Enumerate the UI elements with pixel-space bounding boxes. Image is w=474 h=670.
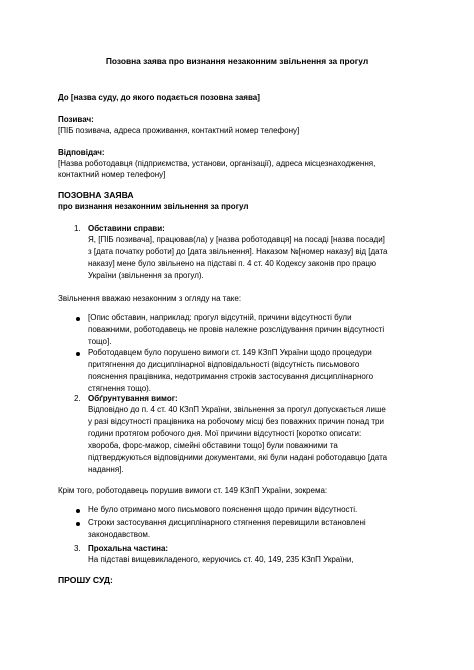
defendant-info-line1: [Назва роботодавця (підприємства, установи, організації), адреса місцезнаходження, bbox=[58, 159, 376, 168]
bullet-line: Строки застосування дисциплінарного стягнення перевищили встановлені bbox=[88, 518, 366, 527]
section2-line: Відповідно до п. 4 ст. 40 КЗпП України, звільнення за прогул допускається лише bbox=[88, 405, 386, 414]
bullet-icon bbox=[76, 317, 80, 321]
second-paragraph: Крім того, роботодавець порушив вимоги ст. 149 КЗпП України, зокрема: bbox=[58, 486, 328, 495]
section3-line: На підставі вищевикладеного, керуючись ст. 40, 149, 235 КЗпП України, bbox=[88, 555, 354, 564]
bullet-icon bbox=[76, 352, 80, 356]
court-line: До [назва суду, до якого подається позовна заява] bbox=[58, 93, 260, 102]
intro-paragraph: Звільнення вважаю незаконним з огляду на таке: bbox=[58, 294, 242, 303]
defendant-label: Відповідач: bbox=[58, 148, 105, 157]
bullet-icon bbox=[76, 509, 80, 513]
defendant-info-line2: контактний номер телефону] bbox=[58, 170, 166, 179]
section1-number: 1. bbox=[74, 224, 81, 233]
section1-line: з [дата початку роботи] до [дата звільнення]. Наказом №[номер наказу] від [дата bbox=[88, 247, 388, 256]
claim-subheading: про визнання незаконним звільнення за прогул bbox=[58, 202, 249, 211]
section1-line: наказу] мене було звільнено на підставі п. 4 ст. 40 Кодексу законів про працю bbox=[88, 259, 376, 268]
section3-body bbox=[88, 554, 422, 566]
bullet-item bbox=[88, 312, 422, 348]
bullet-item bbox=[88, 347, 422, 395]
bullet-line: законодавством. bbox=[88, 530, 151, 539]
bullet-line: тощо]. bbox=[88, 337, 112, 346]
document-title: Позовна заява про визнання незаконним звільнення за прогул bbox=[105, 56, 369, 66]
bullet-item bbox=[88, 504, 422, 516]
section1-body bbox=[88, 234, 422, 282]
bullet-line: притягнення до дисциплінарної відповідальності (відсутність письмового bbox=[88, 360, 360, 369]
bullet-line: стягнення тощо). bbox=[88, 384, 152, 393]
section1-title: Обставини справи: bbox=[88, 224, 165, 233]
section2-title: Обґрунтування вимог: bbox=[88, 394, 178, 403]
bullet-item bbox=[88, 517, 422, 541]
section1-line: Я, [ПІБ позивача], працював(ла) у [назва роботодавця] на посаді [назва посади] bbox=[88, 235, 385, 244]
section3-number: 3. bbox=[74, 544, 81, 553]
bullet-line: пояснення працівника, недотримання строків застосування дисциплінарного bbox=[88, 372, 374, 381]
section2-body bbox=[88, 404, 422, 476]
section2-line: підтверджуються відповідними документами, які були надані роботодавцю [дата bbox=[88, 453, 388, 462]
plaintiff-label: Позивач: bbox=[58, 115, 94, 124]
section2-line: хвороба, форс-мажор, сімейні обставини тощо] були поважними та bbox=[88, 441, 338, 450]
section3-title: Прохальна частина: bbox=[88, 544, 169, 553]
section2-line: години протягом робочого дня. Мої причини відсутності [коротко описати: bbox=[88, 429, 362, 438]
bullet-icon bbox=[76, 522, 80, 526]
section1-line: України (звільнення за прогул). bbox=[88, 271, 204, 280]
section2-number: 2. bbox=[74, 394, 81, 403]
closing-heading: ПРОШУ СУД: bbox=[58, 575, 113, 585]
plaintiff-info: [ПІБ позивача, адреса проживання, контактний номер телефону] bbox=[58, 126, 300, 135]
section2-line: надання]. bbox=[88, 465, 124, 474]
bullet-line: Не було отримано мого письмового пояснення щодо причин відсутності. bbox=[88, 505, 358, 514]
bullet-line: поважними, роботодавець не провів належне розслідування причин відсутності bbox=[88, 325, 385, 334]
claim-heading: ПОЗОВНА ЗАЯВА bbox=[58, 190, 134, 200]
section2-line: у разі відсутності працівника на робочому місці без поважних причин понад три bbox=[88, 417, 384, 426]
bullet-line: [Опис обставин, наприклад: прогул відсутній, причини відсутності були bbox=[88, 313, 352, 322]
bullet-line: Роботодавцем було порушено вимоги ст. 149 КЗпП України щодо процедури bbox=[88, 348, 372, 357]
